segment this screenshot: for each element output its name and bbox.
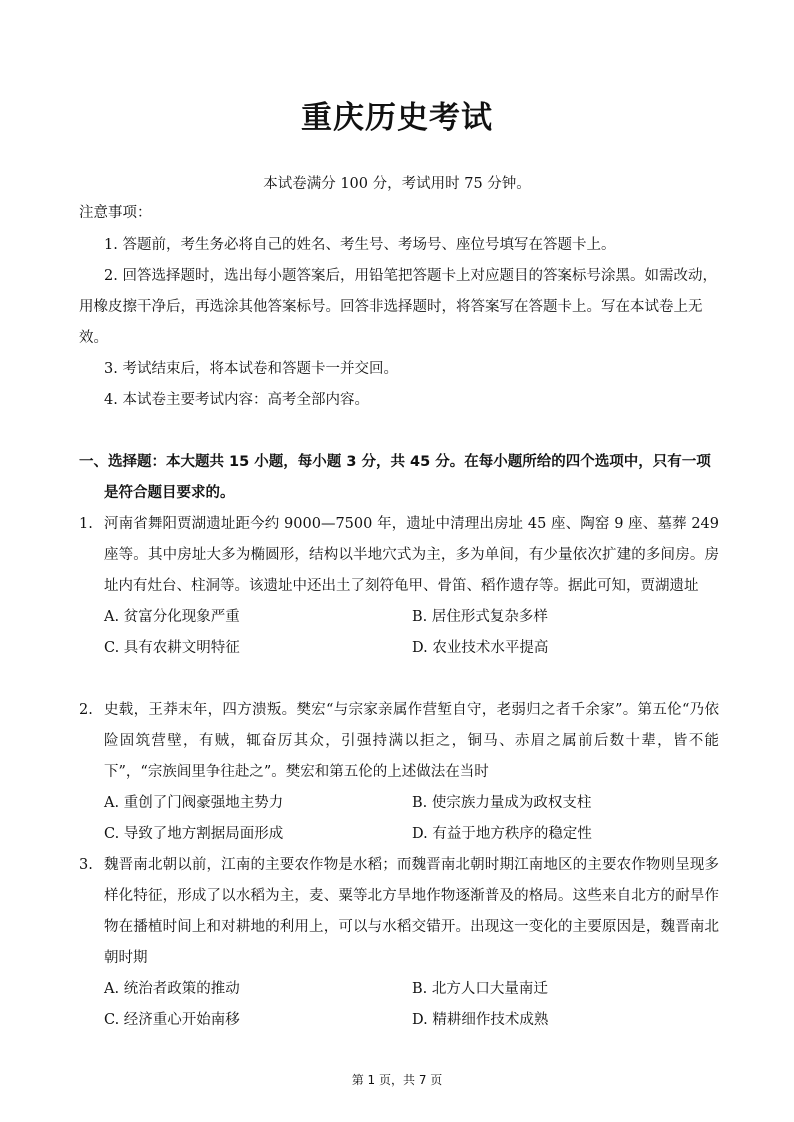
option-b: B. 居住形式复杂多样 [412,609,548,625]
option-a: A. 重创了门阀豪强地主势力 [104,795,284,811]
option-c: C. 经济重心开始南移 [104,1012,240,1028]
question-2 [79,695,719,850]
option-a: A. 贫富分化现象严重 [104,609,240,625]
question-3 [79,850,719,1036]
option-c: C. 导致了地方割据局面形成 [104,826,284,842]
note-item: 1. 答题前，考生务必将自己的姓名、考生号、考场号、座位号填写在答题卡上。 [104,237,616,253]
option-d: D. 精耕细作技术成熟 [412,1012,549,1028]
question-number: 3. [79,857,93,873]
option-b: B. 使宗族力量成为政权支柱 [412,795,592,811]
question-options [104,974,719,1036]
option-b: B. 北方人口大量南迁 [412,981,548,997]
note-item: 4. 本试卷主要考试内容：高考全部内容。 [104,392,369,408]
question-stem: 魏晋南北朝以前，江南的主要农作物是水稻；而魏晋南北朝时期江南地区的主要农作物则呈现多样化特征，形成了以水稻为主，麦、粟等北方旱地作物逐渐普及的格局。这些来自北方的耐旱作物在播植时间上和对耕地的利用上，可以与水稻交错开。出现这一变化的主要原因是，魏晋南北朝时期 [104,857,719,966]
question-stem: 河南省舞阳贾湖遗址距今约 9000—7500 年，遗址中清理出房址 45 座、陶窑 9 座、墓葬 249 座等。其中房址大多为椭圆形，结构以半地穴式为主，多为单间，有少量依次扩建的多间房。房址内有灶台、柱洞等。该遗址中还出土了刻符龟甲、骨笛、稻作遗存等。据此可知，贾湖遗址 [104,516,719,594]
note-item: 2. 回答选择题时，选出每小题答案后，用铅笔把答题卡上对应题目的答案标号涂黑。如需改动，用橡皮擦干净后，再选涂其他答案标号。回答非选择题时，将答案写在答题卡上。写在本试卷上无效。 [79,268,717,346]
page-footer: 第 1 页，共 7 页 [351,1073,443,1087]
option-d: D. 农业技术水平提高 [412,640,549,656]
exam-title: 重庆历史考试 [301,100,493,136]
section-title: 一、选择题：本大题共 15 小题，每小题 3 分，共 45 分。在每小题所给的四个选项中，只有一项是符合题目要求的。 [79,454,711,501]
question-options [104,602,719,664]
option-a: A. 统治者政策的推动 [104,981,240,997]
option-d: D. 有益于地方秩序的稳定性 [412,826,592,842]
question-stem: 史载，王莽末年，四方溃叛。樊宏“与宗家亲属作营堑自守，老弱归之者千余家”。第五伦“乃依险固筑营壁，有贼，辄奋厉其众，引强持满以拒之，铜马、赤眉之属前后数十辈，皆不能下”，“宗族闾里争往赴之”。樊宏和第五伦的上述做法在当时 [104,702,719,780]
question-number: 2. [79,702,93,718]
question-1 [79,509,719,664]
question-options [104,788,719,850]
exam-subtitle: 本试卷满分 100 分，考试用时 75 分钟。 [263,176,531,192]
question-number: 1. [79,516,93,532]
notes-heading: 注意事项： [79,205,152,221]
note-item: 3. 考试结束后，将本试卷和答题卡一并交回。 [104,361,398,377]
option-c: C. 具有农耕文明特征 [104,640,240,656]
